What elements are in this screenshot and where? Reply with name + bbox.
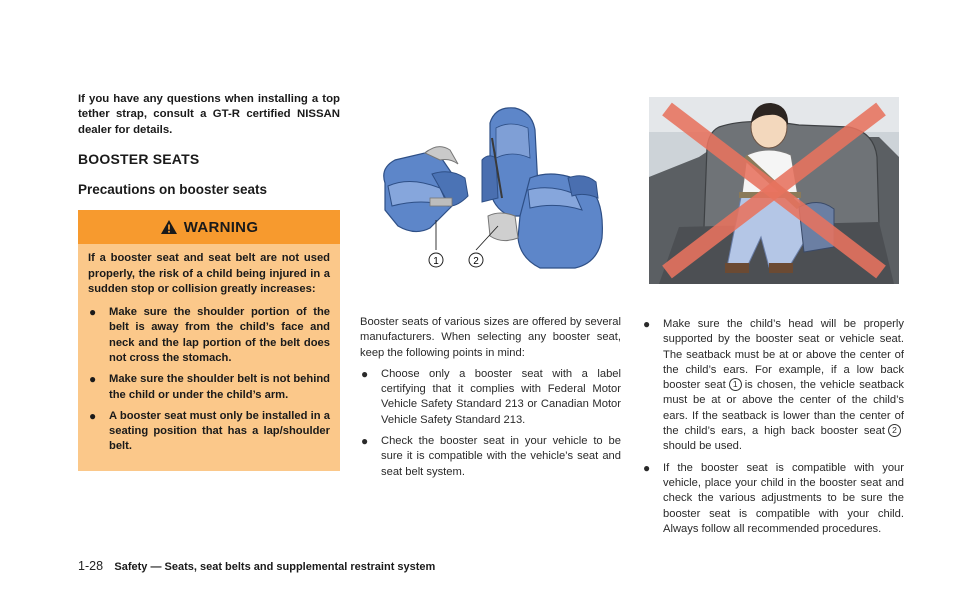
incorrect-belt-position-illustration [649,97,899,284]
bullet-icon: ● [89,408,97,423]
warning-body [78,244,340,471]
middle-list [360,367,621,480]
ref-circle-1: 1 [729,378,742,391]
right-column [642,317,904,543]
warning-box [78,210,340,471]
warning-item: ● A booster seat must only be installed in a seating position that has a lap/shoulder belt. [89,408,330,453]
intro-note: If you have any questions when installing a top tether strap, consult a GT-R certified NISSAN dealer for details. [78,93,340,136]
list-item: ● If the booster seat is compatible with your vehicle, place your child in the booster seat and check the various adjustments to be sure the booster seat is compatible with your child. Always follow all recommended procedures. [643,460,904,535]
bullet-icon: ● [89,305,97,320]
warning-triangle-icon [160,219,178,235]
list-item: ● Make sure the child’s head will be properly supported by the booster seat or vehicle seat. The seatback must be at or above the center of the child’s ears. For example, if a low back booster seat 1 is chosen, the vehicle seatback must be at or above the center of the child’s ears. If the seatback is lower than the center of the child’s ears, a high back booster seat 2should be used. [643,317,904,453]
section-title: Safety — Seats, seat belts and supplemental restraint system [114,561,436,573]
warning-title: WARNING [183,218,259,236]
warning-list [88,305,330,455]
right-list [642,317,904,537]
list-item: ● Check the booster seat in your vehicle to be sure it is compatible with the vehicle’s seat and seat belt system. [361,434,621,478]
callout-1: 1 [433,256,439,267]
bullet-icon: ● [361,434,369,449]
warning-lead: If a booster seat and seat belt are not used properly, the risk of a child being injured in a sudden stop or collision greatly increases: [88,252,330,295]
low-back-booster-seat [384,147,468,232]
warning-header [78,210,340,244]
callout-2: 2 [473,256,479,267]
list-item: ● Choose only a booster seat with a label certifying that it complies with Federal Motor Vehicle Safety Standard 213 or Canadian Motor Vehicle Safety Standard 213. [361,366,621,426]
high-back-booster-seat [482,108,602,268]
bullet-icon: ● [89,372,97,387]
ref-circle-2: 2 [888,424,901,437]
left-column [78,92,340,471]
subsection-heading: Precautions on booster seats [78,182,268,198]
bullet-icon: ● [643,460,651,475]
page-number: 1-28 [78,559,104,573]
page-footer [78,559,435,573]
middle-intro: Booster seats of various sizes are offered by several manufacturers. When selecting any booster seat, keep the following points in mind: [360,316,621,359]
section-heading: BOOSTER SEATS [78,151,200,168]
bullet-icon: ● [361,366,369,381]
booster-seats-illustration [370,98,625,278]
bullet-icon: ● [643,317,651,331]
warning-item: ● Make sure the shoulder belt is not behind the child or under the child’s arm. [89,372,330,401]
warning-item: ● Make sure the shoulder portion of the belt is away from the child’s face and neck and the lap portion of the belt does not cross the stomach. [89,305,330,364]
middle-column [360,315,621,486]
